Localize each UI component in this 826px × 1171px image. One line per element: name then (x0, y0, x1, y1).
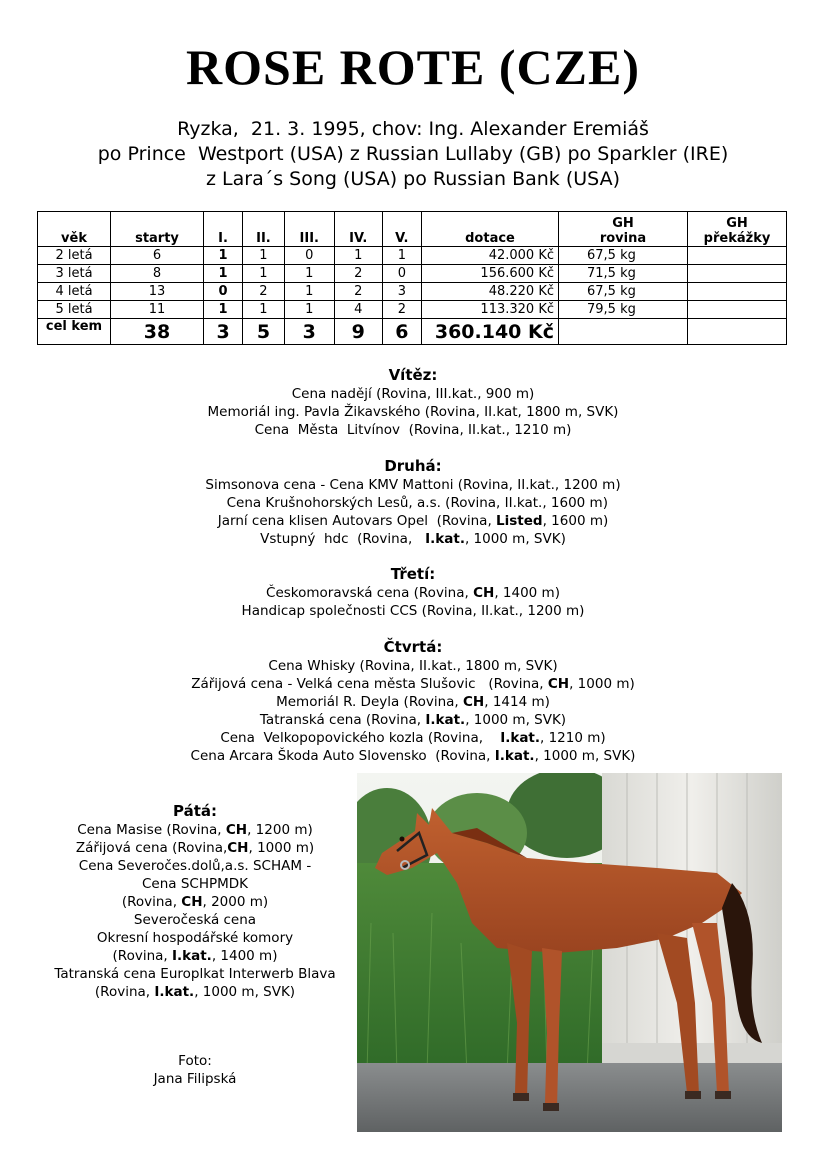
result-line (0, 657, 826, 675)
result-line (0, 693, 826, 711)
cell-starts: 8 (111, 265, 204, 283)
result-line-bold: I.kat. (494, 748, 535, 764)
result-line (0, 476, 826, 494)
header-prize-money: dotace (422, 212, 559, 247)
result-line (0, 530, 826, 548)
cell-second: 1 (243, 301, 285, 319)
pedigree-line-1: Ryzka, 21. 3. 1995, chov: Ing. Alexander Eremiáš (177, 118, 649, 140)
result-line-bold: CH (227, 840, 249, 856)
cell-third: 3 (284, 319, 334, 345)
result-line (40, 821, 350, 839)
section-heading: Čtvrtá: (383, 638, 443, 656)
result-line (0, 494, 826, 512)
result-line-bold: I.kat. (154, 984, 195, 1000)
fourth-place-section (0, 637, 826, 765)
photo-credit-author: Jana Filipská (153, 1071, 237, 1087)
horse-photo-image (357, 773, 782, 1132)
cell-gh-jumps (688, 319, 787, 345)
result-line (40, 947, 350, 965)
result-line (40, 983, 350, 1001)
cell-gh-jumps (688, 265, 787, 283)
result-line-text: Cena SCHPMDK (141, 876, 249, 892)
cell-fifth: 0 (382, 265, 421, 283)
result-line (0, 711, 826, 729)
header-age: věk (38, 212, 111, 247)
result-line-bold: CH (463, 694, 485, 710)
result-line (40, 839, 350, 857)
section-heading: Druhá: (384, 457, 442, 475)
cell-age: 2 letá (38, 247, 111, 265)
cell-gh-flat: 79,5 kg (559, 301, 688, 319)
result-line-text: , 1000 m) (569, 676, 635, 692)
result-line-text: Severočeská cena (133, 912, 257, 928)
cell-third: 0 (284, 247, 334, 265)
result-line-text: Cena Severočes.dolů,a.s. SCHAM - (78, 858, 312, 874)
result-line-text: , 1000 m, SVK) (465, 712, 567, 728)
result-line-bold: I.kat. (171, 948, 212, 964)
result-line-text: , 1000 m, SVK) (464, 531, 566, 547)
cell-fourth: 1 (334, 247, 382, 265)
table-header-row (38, 212, 787, 247)
cell-age: 3 letá (38, 265, 111, 283)
cell-starts: 6 (111, 247, 204, 265)
result-line-text: Cena nadějí (Rovina, III.kat., 900 m) (291, 386, 535, 402)
header-third: III. (284, 212, 334, 247)
result-line-bold: CH (181, 894, 203, 910)
cell-fourth: 4 (334, 301, 382, 319)
result-line-bold: CH (547, 676, 570, 692)
table-row (38, 301, 787, 319)
result-line-bold: I.kat. (500, 730, 541, 746)
cell-second: 1 (243, 265, 285, 283)
header-fifth: V. (382, 212, 421, 247)
fifth-place-section (40, 801, 350, 1001)
cell-age: 5 letá (38, 301, 111, 319)
result-line-text: , 1414 m) (484, 694, 550, 710)
result-line-text: Českomoravská cena (Rovina, (266, 585, 474, 601)
result-line (40, 929, 350, 947)
result-line (0, 385, 826, 403)
third-place-section (0, 564, 826, 620)
section-heading: Třetí: (390, 565, 436, 583)
result-line-text: Tatranská cena Europlkat Interwerb Blava (54, 966, 336, 982)
result-line-text: Cena Masise (Rovina, (77, 822, 226, 838)
result-line-text: Vstupný hdc (Rovina, (260, 531, 426, 547)
result-line-text: Okresní hospodářské komory (96, 930, 294, 946)
cell-fourth: 9 (334, 319, 382, 345)
cell-starts: 38 (111, 319, 204, 345)
horse-name-title: ROSE ROTE (CZE) (186, 39, 640, 95)
cell-gh-flat (559, 319, 688, 345)
header-gh-flat (559, 212, 688, 247)
result-line-text: Zářijová cena - Velká cena města Slušovic (Rovina, (191, 676, 548, 692)
table-body (38, 247, 787, 345)
result-line-text: Handicap společnosti CCS (Rovina, II.kat., 1200 m) (241, 603, 585, 619)
header-gh-jumps (688, 212, 787, 247)
cell-first: 1 (204, 301, 243, 319)
cell-second: 5 (243, 319, 285, 345)
cell-fourth: 2 (334, 283, 382, 301)
cell-starts: 13 (111, 283, 204, 301)
result-line (40, 965, 350, 983)
pedigree-line-2: po Prince Westport (USA) z Russian Lullaby (GB) po Sparkler (IRE) (97, 143, 729, 165)
cell-gh-flat: 67,5 kg (559, 247, 688, 265)
result-line (40, 857, 350, 875)
winner-section (0, 365, 826, 439)
cell-gh-flat: 71,5 kg (559, 265, 688, 283)
result-line-text: Memoriál ing. Pavla Žikavského (Rovina, II.kat, 1800 m, SVK) (207, 404, 619, 420)
result-line (0, 584, 826, 602)
cell-prize-money: 156.600 Kč (422, 265, 559, 283)
cell-prize-money: 48.220 Kč (422, 283, 559, 301)
race-stats-table (37, 211, 787, 345)
cell-age: 4 letá (38, 283, 111, 301)
header-second: II. (243, 212, 285, 247)
header-gh-flat-line1: GH (612, 216, 634, 231)
cell-first: 1 (204, 265, 243, 283)
result-line-text: Cena Města Litvínov (Rovina, II.kat., 1210 m) (254, 422, 572, 438)
result-line (0, 512, 826, 530)
cell-first: 1 (204, 247, 243, 265)
result-line-bold: CH (473, 585, 495, 601)
result-line-bold: I.kat. (425, 712, 466, 728)
result-line-text: , 1600 m) (542, 513, 609, 529)
result-line-text: Cena Whisky (Rovina, II.kat., 1800 m, SVK) (268, 658, 558, 674)
result-line-text: Tatranská cena (Rovina, (259, 712, 426, 728)
pedigree-info (0, 117, 826, 192)
table-row (38, 247, 787, 265)
result-line (0, 602, 826, 620)
cell-first: 0 (204, 283, 243, 301)
cell-third: 1 (284, 265, 334, 283)
result-line-text: , 1210 m) (540, 730, 606, 746)
horse-photo (357, 773, 782, 1132)
header-gh-jumps-line1: GH (726, 216, 748, 231)
header-starts: starty (111, 212, 204, 247)
result-line (0, 675, 826, 693)
table-total-row (38, 319, 787, 345)
result-line-text: , 1000 m) (248, 840, 315, 856)
table-row (38, 283, 787, 301)
cell-starts: 11 (111, 301, 204, 319)
result-line (0, 747, 826, 765)
photo-credit (120, 1052, 270, 1088)
photo-credit-label: Foto: (178, 1053, 212, 1069)
result-line (40, 911, 350, 929)
result-line (0, 403, 826, 421)
section-heading: Pátá: (172, 802, 217, 820)
result-line-text: Simsonova cena - Cena KMV Mattoni (Rovina, II.kat., 1200 m) (205, 477, 621, 493)
section-heading: Vítěz: (388, 366, 438, 384)
cell-gh-jumps (688, 247, 787, 265)
result-line-text: (Rovina, (112, 948, 172, 964)
cell-fourth: 2 (334, 265, 382, 283)
cell-gh-jumps (688, 301, 787, 319)
cell-age: cel kem (38, 319, 111, 345)
result-line-text: (Rovina, (121, 894, 182, 910)
result-line-text: , 1200 m) (247, 822, 313, 838)
cell-gh-jumps (688, 283, 787, 301)
cell-fifth: 6 (382, 319, 421, 345)
result-line-text: Jarní cena klisen Autovars Opel (Rovina, (217, 513, 497, 529)
result-line-text: , 1400 m) (211, 948, 278, 964)
result-line-text: (Rovina, (94, 984, 155, 1000)
cell-prize-money: 360.140 Kč (422, 319, 559, 345)
result-line-text: Cena Velkopopovického kozla (Rovina, (220, 730, 501, 746)
header-gh-flat-line2: rovina (599, 231, 647, 246)
header-gh-jumps-line2: překážky (703, 231, 771, 246)
table-row (38, 265, 787, 283)
cell-prize-money: 42.000 Kč (422, 247, 559, 265)
result-line-text: , 1000 m, SVK) (194, 984, 296, 1000)
result-line-text: , 1400 m) (494, 585, 560, 601)
cell-fifth: 2 (382, 301, 421, 319)
result-line-text: Zářijová cena (Rovina, (75, 840, 228, 856)
result-line-text: Cena Arcara Škoda Auto Slovensko (Rovina, (190, 748, 495, 764)
header-first: I. (204, 212, 243, 247)
cell-third: 1 (284, 301, 334, 319)
result-line (0, 729, 826, 747)
cell-prize-money: 113.320 Kč (422, 301, 559, 319)
result-line (0, 421, 826, 439)
cell-fifth: 1 (382, 247, 421, 265)
result-line-text: Memoriál R. Deyla (Rovina, (276, 694, 464, 710)
result-line-bold: I.kat. (425, 531, 465, 547)
cell-gh-flat: 67,5 kg (559, 283, 688, 301)
result-line-bold: Listed (496, 513, 543, 529)
cell-third: 1 (284, 283, 334, 301)
cell-fifth: 3 (382, 283, 421, 301)
cell-second: 2 (243, 283, 285, 301)
cell-first: 3 (204, 319, 243, 345)
second-place-section (0, 456, 826, 548)
pedigree-line-3: z Lara´s Song (USA) po Russian Bank (USA) (206, 168, 620, 190)
cell-second: 1 (243, 247, 285, 265)
result-line-text: , 2000 m) (202, 894, 269, 910)
result-line-text: , 1000 m, SVK) (534, 748, 636, 764)
header-fourth: IV. (334, 212, 382, 247)
result-line-text: Cena Krušnohorských Lesů, a.s. (Rovina, II.kat., 1600 m) (218, 495, 608, 511)
result-line (40, 893, 350, 911)
result-line-bold: CH (225, 822, 248, 838)
result-line (40, 875, 350, 893)
